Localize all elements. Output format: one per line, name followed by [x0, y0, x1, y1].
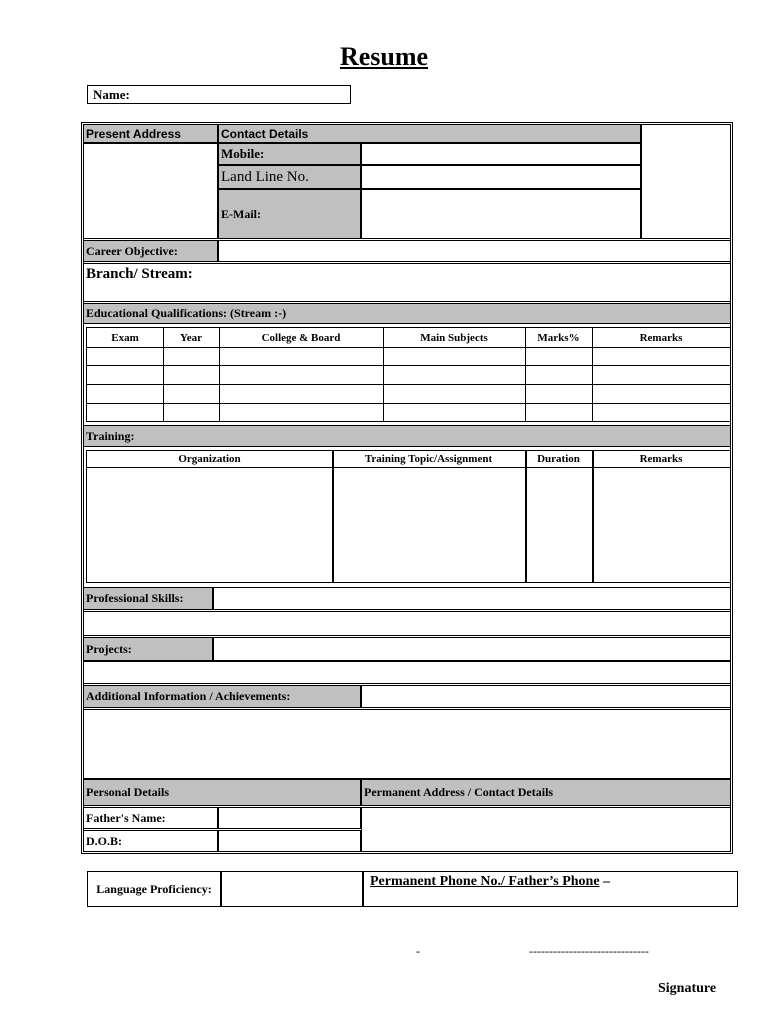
permanent-phone-field[interactable]: [363, 871, 738, 907]
professional-skills-field[interactable]: [213, 587, 731, 610]
name-label: Name:: [93, 86, 130, 102]
dob-label: D.O.B:: [83, 830, 218, 852]
projects-field[interactable]: [213, 637, 731, 661]
edu-header-college: College & Board: [261, 331, 341, 344]
branch-stream-field[interactable]: [83, 263, 731, 302]
signature-label: Signature: [658, 981, 717, 996]
training-header-topic: Training Topic/Assignment: [364, 453, 493, 465]
table-row[interactable]: [87, 403, 730, 421]
dob-field[interactable]: [218, 830, 361, 852]
language-proficiency-field[interactable]: [221, 871, 363, 907]
photo-box: [641, 124, 731, 239]
mobile-label: Mobile:: [218, 143, 361, 165]
projects-label: Projects:: [83, 637, 213, 661]
career-objective-label: Career Objective:: [83, 240, 218, 262]
additional-info-label: Additional Information / Achievements:: [83, 685, 361, 708]
branch-stream-label: Branch/ Stream:: [86, 266, 193, 282]
permanent-phone-label: Permanent Phone No./ Father’s Phone –: [370, 874, 611, 889]
training-header: Training:: [83, 425, 731, 447]
edu-header-year: Year: [180, 331, 202, 344]
additional-info-field[interactable]: [361, 685, 731, 708]
landline-label: Land Line No.: [218, 165, 361, 189]
training-entry-area[interactable]: [87, 468, 730, 582]
edu-header-remarks: Remarks: [639, 331, 683, 344]
career-objective-field[interactable]: [218, 240, 731, 262]
page-title: Resume: [339, 42, 429, 71]
edu-header-marks: Marks%: [537, 331, 580, 344]
signature-line: ------------------------------: [529, 944, 649, 958]
training-header-organization: Organization: [178, 453, 241, 465]
edu-header-subjects: Main Subjects: [420, 331, 488, 344]
fathers-name-field[interactable]: [218, 807, 361, 829]
projects-extra[interactable]: [83, 661, 731, 684]
edu-table: [86, 327, 731, 422]
professional-skills-extra[interactable]: [83, 611, 731, 636]
contact-details-header: Contact Details: [218, 124, 641, 143]
additional-info-extra[interactable]: [83, 709, 731, 779]
table-row[interactable]: [87, 347, 730, 365]
signature-dash: -: [416, 944, 420, 958]
present-address-header: Present Address: [83, 124, 218, 143]
training-header-duration: Duration: [537, 453, 580, 465]
table-row[interactable]: [87, 384, 730, 403]
present-address-field[interactable]: [83, 143, 218, 239]
edu-qualifications-header: Educational Qualifications: (Stream :-): [83, 303, 731, 324]
edu-header-exam: Exam: [111, 331, 139, 344]
personal-details-header: Personal Details: [83, 779, 361, 806]
training-table: [86, 450, 731, 583]
permanent-address-header: Permanent Address / Contact Details: [361, 779, 731, 806]
email-label: E-Mail:: [218, 189, 361, 239]
table-row[interactable]: [87, 365, 730, 384]
language-proficiency-label: Language Proficiency:: [87, 871, 221, 907]
name-field[interactable]: [87, 85, 351, 104]
landline-field[interactable]: [361, 165, 641, 189]
permanent-address-field[interactable]: [361, 807, 731, 852]
email-field[interactable]: [361, 189, 641, 239]
training-header-remarks: Remarks: [639, 453, 683, 465]
mobile-field[interactable]: [361, 143, 641, 165]
professional-skills-label: Professional Skills:: [83, 587, 213, 610]
fathers-name-label: Father's Name:: [83, 807, 218, 829]
